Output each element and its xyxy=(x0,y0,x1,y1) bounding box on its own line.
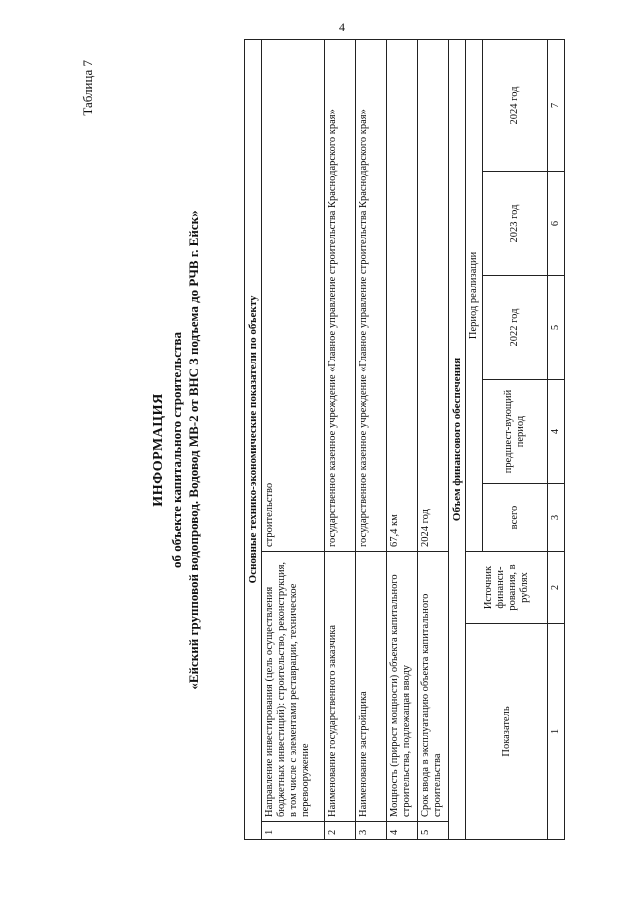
header-2023: 2023 год xyxy=(483,172,548,276)
object-name: «Ейский групповой водопровод. Водовод МВ-2 от ВНС 3 подъема до РЧВ г. Ейск» xyxy=(186,210,201,690)
column-number: 7 xyxy=(548,39,565,171)
row-number: 3 xyxy=(356,822,387,840)
document-title: ИНФОРМАЦИЯ xyxy=(151,393,166,507)
row-label: Наименование застройщика xyxy=(356,552,387,822)
column-number-row xyxy=(548,39,565,839)
header-2024: 2024 год xyxy=(483,39,548,171)
row-value: строительство xyxy=(262,39,325,551)
column-number: 2 xyxy=(548,552,565,624)
header-period: Период реализации xyxy=(466,39,483,551)
row-number: 4 xyxy=(387,822,418,840)
column-number: 6 xyxy=(548,172,565,276)
row-value: 2024 год xyxy=(418,39,449,551)
row-label: Срок ввода в эксплуатацию объекта капитального строительства xyxy=(418,552,449,822)
row-number: 5 xyxy=(418,822,449,840)
table-row xyxy=(418,39,449,839)
row-label: Мощность (прирост мощности) объекта капитального строительства, подлежащая вводу xyxy=(387,552,418,822)
column-number: 3 xyxy=(548,484,565,552)
rotated-page-content xyxy=(40,30,640,870)
section-heading-financing: Объем финансового обеспечения xyxy=(449,39,466,839)
row-label: Наименование государственного заказчика xyxy=(325,552,356,822)
row-label: Направление инвестирования (цель осуществления бюджетных инвестиций): строительство, реконструкция, в том числе с элементами реставрации, техническое перевооружение xyxy=(262,552,325,822)
row-number: 1 xyxy=(262,822,325,840)
title-block xyxy=(150,30,202,870)
header-2022: 2022 год xyxy=(483,276,548,380)
row-value: государственное казенное учреждение «Главное управление строительства Краснодарского края» xyxy=(325,39,356,551)
table-row xyxy=(356,39,387,839)
section-heading-indicators: Основные технико-экономические показатели по объекту xyxy=(245,39,262,839)
header-indicator: Показатель xyxy=(466,624,548,840)
row-value: государственное казенное учреждение «Главное управление строительства Краснодарского края» xyxy=(356,39,387,551)
page-number: 4 xyxy=(339,20,345,34)
table-row xyxy=(325,39,356,839)
table-row xyxy=(387,39,418,839)
column-number: 1 xyxy=(548,624,565,840)
column-number: 4 xyxy=(548,380,565,484)
table-caption: Таблица 7 xyxy=(80,60,95,116)
header-previous-period: предшест-вующий период xyxy=(483,380,548,484)
header-source: Источник финанси-рования, в рублях xyxy=(466,552,548,624)
column-number: 5 xyxy=(548,276,565,380)
document-subtitle: об объекте капитального строительства xyxy=(169,332,184,568)
row-number: 2 xyxy=(325,822,356,840)
table-row xyxy=(262,39,325,839)
header-total: всего xyxy=(483,484,548,552)
info-table xyxy=(244,39,565,840)
row-value: 67,4 км xyxy=(387,39,418,551)
